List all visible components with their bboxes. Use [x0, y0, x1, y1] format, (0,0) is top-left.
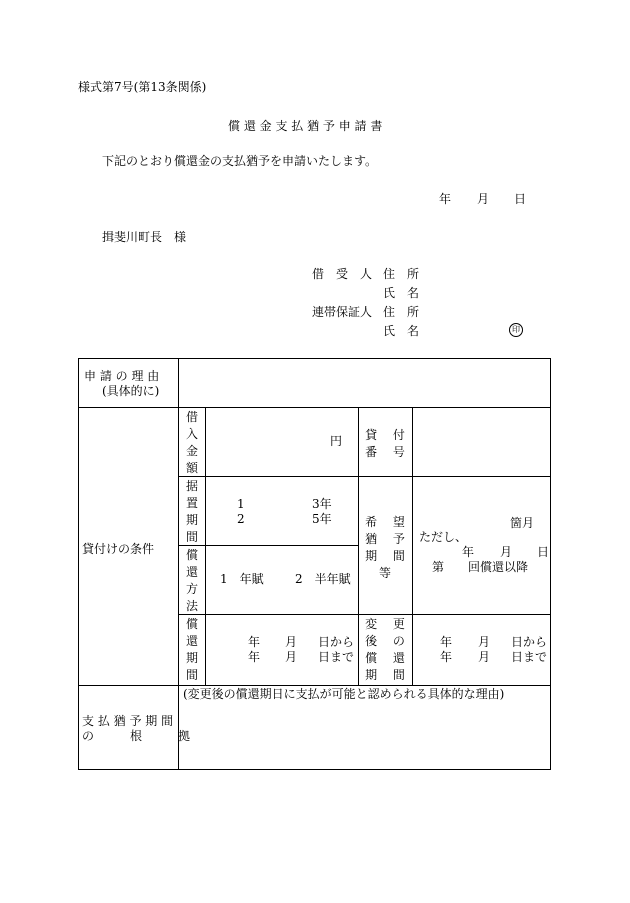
- table-border-right: [550, 358, 551, 770]
- table-row-divider-4: [78, 685, 551, 686]
- desired-months: 箇月: [510, 516, 535, 530]
- addressee: 揖斐川町長 様: [102, 230, 187, 244]
- form-number: 様式第7号(第13条関係): [78, 80, 207, 94]
- borrower-address-label: 住 所: [383, 267, 420, 281]
- changed-period-label: 変 更 後 の 償 還 期 間: [365, 617, 405, 682]
- table-col-divider-4: [412, 407, 413, 685]
- basis-label-line-2: の 根 拠: [82, 729, 191, 743]
- basis-note: (変更後の償還期日に支払が可能と認められる具体的な理由): [183, 687, 505, 701]
- table-border-left: [78, 358, 79, 770]
- conditions-label: 貸付けの条件: [82, 542, 155, 556]
- changed-until-month: 月: [478, 650, 491, 664]
- desired-day: 日: [537, 545, 550, 559]
- repayment-option-annual: 1 年賦: [220, 572, 264, 586]
- desired-from-installment: 第 回償還以降: [432, 560, 529, 574]
- desired-year: 年: [462, 545, 475, 559]
- basis-label-line-1: 支 払 猶 予 期 間: [82, 714, 174, 728]
- borrower-name-label: 氏 名: [383, 286, 420, 300]
- borrower-label: 借 受 人: [312, 267, 373, 281]
- changed-from-month: 月: [478, 635, 491, 649]
- repayment-period-label: 償 還 期 間: [185, 617, 198, 682]
- deferment-option-2-number: 2: [237, 512, 245, 526]
- desired-proviso: ただし、: [419, 530, 468, 544]
- loan-amount-label: 借 入 金 額: [185, 410, 198, 475]
- repayment-method-label: 償 還 方 法: [185, 548, 198, 613]
- desired-deferment-label: 希 望 猶 予 期 間 等: [365, 515, 405, 580]
- deferment-label: 据 置 期 間: [185, 479, 198, 544]
- date-day: 日: [514, 192, 527, 206]
- table-row-divider-1: [78, 407, 551, 408]
- table-col-divider-3: [358, 407, 359, 685]
- period-from-day: 日から: [318, 635, 355, 649]
- changed-until-day: 日まで: [511, 650, 548, 664]
- deferment-option-1-value: 3年: [312, 497, 332, 511]
- reason-label: 申 請 の 理 由: [84, 369, 160, 383]
- period-until-year: 年: [248, 650, 261, 664]
- guarantor-name-label: 氏 名: [383, 324, 420, 338]
- page-title: 償 還 金 支 払 猶 予 申 請 書: [228, 119, 383, 133]
- seal-mark: 印: [509, 323, 523, 337]
- table-border-top: [78, 358, 551, 359]
- intro-text: 下記のとおり償還金の支払猶予を申請いたします。: [102, 154, 378, 168]
- date-month: 月: [477, 192, 490, 206]
- changed-from-year: 年: [440, 635, 453, 649]
- changed-from-day: 日から: [511, 635, 548, 649]
- deferment-option-2-value: 5年: [312, 512, 332, 526]
- table-col-divider-1: [178, 358, 179, 770]
- period-until-month: 月: [285, 650, 298, 664]
- period-from-year: 年: [248, 635, 261, 649]
- deferment-option-1-number: 1: [237, 497, 245, 511]
- guarantor-label: 連帯保証人: [312, 305, 373, 319]
- table-row-divider-3: [178, 614, 551, 615]
- table-row-divider-2: [178, 476, 551, 477]
- yen-unit: 円: [330, 434, 343, 448]
- table-border-bottom: [78, 769, 551, 770]
- table-col-divider-2: [205, 407, 206, 685]
- period-from-month: 月: [285, 635, 298, 649]
- period-until-day: 日まで: [318, 650, 355, 664]
- desired-month: 月: [500, 545, 513, 559]
- date-year: 年: [439, 192, 452, 206]
- loan-number-label: 貸 付 番 号: [365, 428, 405, 459]
- repayment-option-semiannual: 2 半年賦: [295, 572, 351, 586]
- guarantor-address-label: 住 所: [383, 305, 420, 319]
- changed-until-year: 年: [440, 650, 453, 664]
- reason-sublabel: (具体的に): [102, 384, 160, 398]
